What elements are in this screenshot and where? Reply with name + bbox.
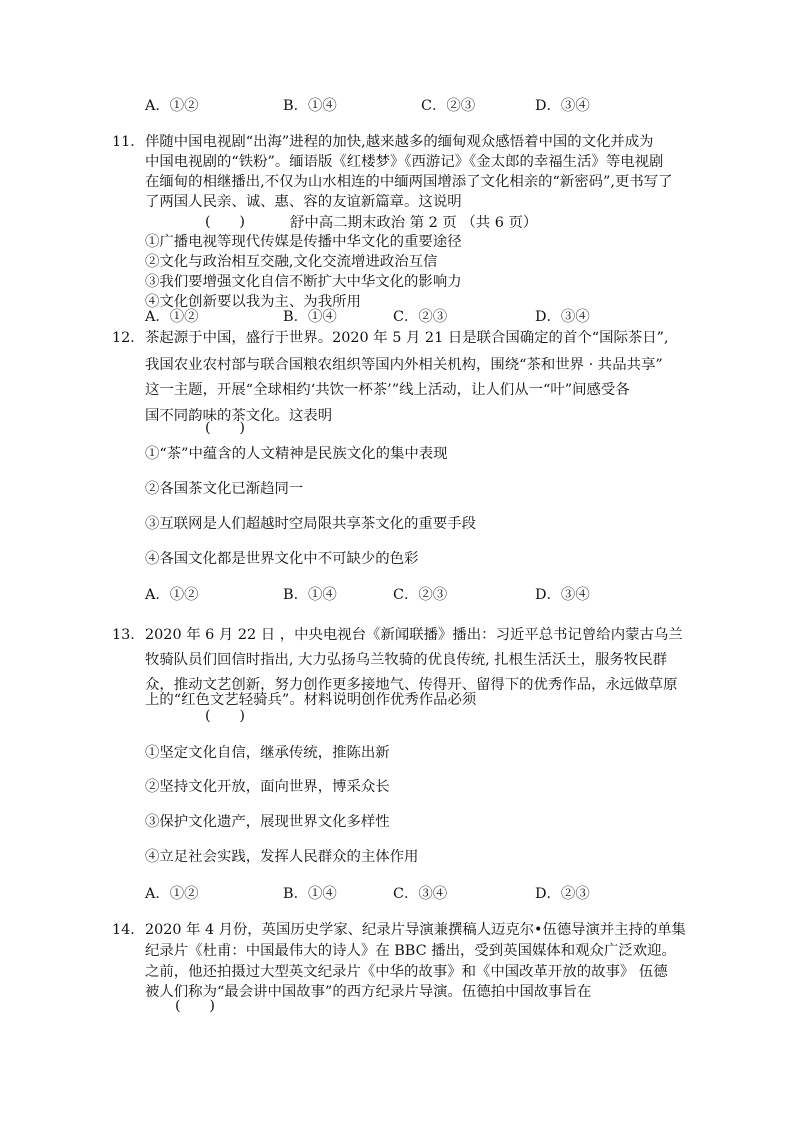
statement-item: ①“茶”中蕴含的人文精神是民族文化的集中表现 — [145, 446, 448, 462]
statement-item: ②坚持文化开放，面向世界，博采众长 — [145, 779, 390, 795]
question-text-line: 众，推动文艺创新，努力创作更多接地气、传得开、留得下的优秀作品，永远做草原 — [145, 677, 678, 693]
question-text-line: 这一主题，开展“全球相约‘共饮一杯茶’”线上活动，让人们从一“叶”间感受各 — [145, 382, 630, 398]
statement-item: ④立足社会实践，发挥人民群众的主体作用 — [145, 849, 419, 865]
answer-bracket: ( ) — [175, 998, 216, 1014]
option-c: C．②③ — [393, 309, 448, 325]
question-text-line: 2020 年 4 月份，英国历史学家、纪录片导演兼撰稿人迈克尔•伍德导演并主持的单集 — [145, 922, 686, 938]
statement-item: ③我们要增强文化自信不断扩大中华文化的影响力 — [145, 274, 462, 290]
question-text-line: 上的“红色文艺轻骑兵”。材料说明创作优秀作品必须 — [145, 692, 477, 708]
question-text-line: 2020 年 6 月 22 日 ，中央电视台《新闻联播》播出：习近平总书记曾给内蒙古乌兰 — [145, 627, 683, 643]
statement-item: ①广播电视等现代传媒是传播中华文化的重要途径 — [145, 234, 462, 250]
question-number: 11． — [112, 134, 145, 150]
statement-item: ②各国茶文化已渐趋同一 — [145, 481, 304, 497]
option-d: D．②③ — [535, 886, 590, 902]
option-b: B．①④ — [283, 886, 337, 902]
answer-bracket: ( ) — [205, 420, 246, 436]
question-text-line: 我国农业农村部与联合国粮农组织等国内外相关机构，围绕“茶和世界 · 共品共享” — [145, 357, 663, 373]
question-text-line: 茶起源于中国，盛行于世界。2020 年 5 月 21 日是联合国确定的首个“国际茶日”, — [145, 330, 669, 346]
answer-bracket: ( ) — [205, 708, 246, 724]
question-text-line: 纪录片《杜甫：中国最伟大的诗人》在 BBC 播出，受到英国媒体和观众广泛欢迎。 — [145, 943, 676, 959]
answer-bracket: ( ) — [205, 214, 246, 230]
top-option-b: B．①④ — [283, 98, 337, 114]
statement-item: ③互联网是人们超越时空局限共享茶文化的重要手段 — [145, 516, 476, 532]
question-number: 12． — [112, 330, 145, 346]
option-d: D．③④ — [535, 587, 590, 603]
page-footer: 舒中高二期末政治 第 2 页 （共 6 页） — [290, 215, 538, 231]
statement-item: ③保护文化遗产，展现世界文化多样性 — [145, 814, 390, 830]
option-a: A．①② — [145, 587, 199, 603]
question-text-line: 国不同韵味的茶文化。这表明 — [145, 408, 333, 424]
option-a: A．①② — [145, 886, 199, 902]
question-text-line: 被人们称为“最会讲中国故事”的西方纪录片导演。伍德拍中国故事旨在 — [145, 984, 592, 1000]
option-c: C．②③ — [393, 587, 448, 603]
statement-item: ④文化创新要以我为主、为我所用 — [145, 294, 361, 310]
question-text-line: 了两国人民亲、诚、惠、容的友谊新篇章。这说明 — [145, 194, 462, 210]
question-text-line: 之前，他还拍摄过大型英文纪录片《中华的故事》和《中国改革开放的故事》 伍德 — [145, 964, 668, 980]
question-number: 14． — [112, 922, 145, 938]
top-option-c: C．②③ — [421, 98, 476, 114]
top-option-a: A．①② — [145, 98, 199, 114]
statement-item: ②文化与政治相互交融,文化交流增进政治互信 — [145, 254, 438, 270]
option-c: C．③④ — [393, 886, 448, 902]
question-text-line: 伴随中国电视剧“出海”进程的加快,越来越多的缅甸观众感悟着中国的文化并成为 — [145, 134, 654, 150]
option-a: A．①② — [145, 309, 199, 325]
question-text-line: 在缅甸的相继播出,不仅为山水相连的中缅两国增添了文化相亲的“新密码”,更书写了 — [145, 174, 673, 190]
top-option-d: D．③④ — [535, 98, 590, 114]
option-b: B．①④ — [283, 309, 337, 325]
question-number: 13． — [112, 627, 145, 643]
option-b: B．①④ — [283, 587, 337, 603]
question-text-line: 牧骑队员们回信时指出, 大力弘扬乌兰牧骑的优良传统, 扎根生活沃土，服务牧民群 — [145, 652, 667, 668]
statement-item: ①坚定文化自信，继承传统，推陈出新 — [145, 745, 390, 761]
statement-item: ④各国文化都是世界文化中不可缺少的色彩 — [145, 551, 419, 567]
question-text-line: 中国电视剧的“铁粉”。缅语版《红楼梦》《西游记》《金太郎的幸福生活》等电视剧 — [145, 154, 664, 170]
option-d: D．③④ — [535, 309, 590, 325]
